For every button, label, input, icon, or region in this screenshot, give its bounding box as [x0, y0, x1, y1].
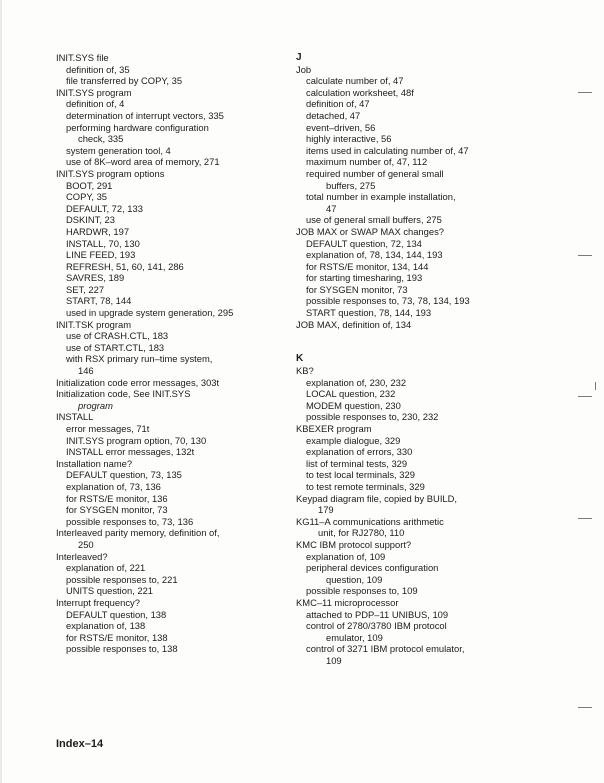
entry-text: INSTALL	[56, 411, 94, 423]
entry-text: example dialogue, 329	[306, 434, 401, 446]
index-entry	[56, 330, 292, 342]
index-entry	[296, 238, 532, 250]
entry-text: LINE FEED, 193	[66, 249, 136, 261]
index-entry	[56, 458, 292, 470]
index-entry	[56, 527, 292, 539]
entry-text: detached, 47	[306, 109, 361, 121]
index-entry	[296, 98, 532, 110]
entry-text: event–driven, 56	[306, 121, 376, 133]
index-entry	[296, 145, 532, 157]
index-entry	[56, 504, 292, 516]
index-column-left	[56, 52, 292, 655]
index-entry	[296, 562, 532, 574]
index-entry	[296, 272, 532, 284]
index-entry	[56, 249, 292, 261]
entry-text: SAVRES, 189	[66, 272, 125, 284]
index-entry	[296, 75, 532, 87]
index-entry	[296, 133, 532, 145]
index-entry	[296, 516, 532, 528]
entry-text: list of terminal tests, 329	[306, 457, 408, 469]
index-entry	[296, 504, 532, 516]
entry-text: Interrupt frequency?	[56, 596, 140, 608]
entry-text: DEFAULT, 72, 133	[66, 202, 143, 214]
entry-text: calculation worksheet, 48f	[306, 86, 414, 98]
index-entry	[56, 295, 292, 307]
entry-text: possible responses to, 230, 232	[306, 411, 439, 423]
index-entry	[56, 87, 292, 99]
entry-text: use of START.CTL, 183	[66, 341, 165, 353]
index-entry	[56, 516, 292, 528]
entry-text: COPY, 35	[66, 191, 107, 203]
index-entry	[56, 411, 292, 423]
entry-text: INSTALL error messages, 132t	[66, 446, 195, 458]
index-column-right	[296, 52, 532, 666]
index-letter-heading	[296, 353, 532, 365]
entry-text: HARDWR, 197	[66, 225, 130, 237]
index-entry	[56, 493, 292, 505]
index-entry	[296, 377, 532, 389]
entry-text: INSTALL, 70, 130	[66, 237, 140, 249]
entry-text: DEFAULT question, 72, 134	[306, 237, 422, 249]
entry-text: BOOT, 291	[66, 179, 113, 191]
entry-text: possible responses to, 73, 78, 134, 193	[306, 295, 470, 307]
entry-text: buffers, 275	[326, 179, 376, 191]
entry-text: with RSX primary run–time system,	[66, 353, 213, 365]
margin-mark	[578, 707, 592, 708]
index-entry	[296, 435, 532, 447]
index-entry	[296, 365, 532, 377]
margin-mark	[595, 382, 596, 390]
index-entry	[56, 226, 292, 238]
entry-text: used in upgrade system generation, 295	[66, 307, 234, 319]
index-entry	[296, 214, 532, 226]
index-entry	[296, 527, 532, 539]
entry-text: required number of general small	[306, 167, 444, 179]
entry-text: KMC IBM protocol support?	[296, 538, 412, 550]
entry-text: JOB MAX or SWAP MAX changes?	[296, 225, 444, 237]
index-entry	[56, 481, 292, 493]
index-entry	[296, 551, 532, 563]
index-entry	[296, 191, 532, 203]
margin-mark	[578, 396, 592, 397]
entry-text: control of 3271 IBM protocol emulator,	[306, 643, 465, 655]
index-entry	[296, 620, 532, 632]
entry-text: SET, 227	[66, 283, 105, 295]
index-entry	[56, 365, 292, 377]
entry-text: control of 2780/3780 IBM protocol	[306, 620, 447, 632]
entry-text: INIT.SYS program option, 70, 130	[66, 434, 207, 446]
entry-text: system generation tool, 4	[66, 144, 171, 156]
index-letter-heading	[296, 52, 532, 64]
index-entry	[56, 238, 292, 250]
entry-text: explanation of, 73, 136	[66, 480, 161, 492]
index-entry	[56, 110, 292, 122]
entry-text: use of general small buffers, 275	[306, 214, 442, 226]
entry-text: performing hardware configuration	[66, 121, 209, 133]
entry-text: total number in example installation,	[306, 191, 456, 203]
entry-text: 109	[326, 654, 342, 666]
index-entry	[56, 632, 292, 644]
margin-mark	[578, 518, 592, 519]
index-entry	[296, 64, 532, 76]
entry-text: for RSTS/E monitor, 136	[66, 492, 168, 504]
spacer	[296, 330, 532, 342]
entry-text: Initialization code, See INIT.SYS	[56, 388, 191, 400]
index-entry	[56, 98, 292, 110]
entry-text: possible responses to, 109	[306, 585, 418, 597]
entry-text: for RSTS/E monitor, 134, 144	[306, 260, 429, 272]
entry-text: peripheral devices configuration	[306, 562, 439, 574]
entry-text: K	[296, 353, 304, 365]
entry-text: MODEM question, 230	[306, 399, 401, 411]
index-entry	[56, 562, 292, 574]
entry-text: Installation name?	[56, 457, 133, 469]
index-entry	[56, 551, 292, 563]
index-entry	[56, 203, 292, 215]
margin-mark	[578, 255, 592, 256]
entry-text: INIT.SYS file	[56, 52, 109, 63]
entry-text: for SYSGEN monitor, 73	[306, 283, 408, 295]
index-entry	[296, 574, 532, 586]
index-entry	[56, 214, 292, 226]
index-entry	[56, 261, 292, 273]
entry-text: use of 8K–word area of memory, 271	[66, 156, 220, 168]
entry-text: INIT.TSK program	[56, 318, 132, 330]
index-entry	[56, 388, 292, 400]
entry-text: question, 109	[326, 573, 383, 585]
index-entry	[296, 156, 532, 168]
index-entry	[56, 180, 292, 192]
entry-text: file transferred by COPY, 35	[66, 75, 183, 87]
entry-text: determination of interrupt vectors, 335	[66, 109, 224, 121]
index-entry	[56, 156, 292, 168]
index-entry	[296, 539, 532, 551]
entry-text: INIT.SYS program options	[56, 167, 165, 179]
index-entry	[296, 643, 532, 655]
entry-text: explanation of errors, 330	[306, 446, 413, 458]
index-entry	[56, 168, 292, 180]
index-entry	[296, 423, 532, 435]
index-entry	[296, 284, 532, 296]
index-entry	[56, 342, 292, 354]
index-entry	[296, 261, 532, 273]
entry-text: DEFAULT question, 73, 135	[66, 469, 182, 481]
entry-text: 179	[318, 504, 334, 516]
index-entry	[296, 655, 532, 667]
index-entry	[296, 168, 532, 180]
index-entry	[56, 620, 292, 632]
index-entry	[296, 122, 532, 134]
entry-text: definition of, 47	[306, 98, 370, 110]
entry-text: 146	[78, 365, 94, 377]
index-entry	[56, 643, 292, 655]
entry-text: for starting timesharing, 193	[306, 272, 423, 284]
entry-text: calculate number of, 47	[306, 75, 404, 87]
entry-text: DSKINT, 23	[66, 214, 115, 226]
entry-text: Job	[296, 63, 312, 75]
entry-text: for RSTS/E monitor, 138	[66, 631, 168, 643]
entry-text: LOCAL question, 232	[306, 388, 396, 400]
entry-text: KMC–11 microprocessor	[296, 596, 399, 608]
index-entry	[296, 597, 532, 609]
index-entry	[56, 133, 292, 145]
index-entry	[56, 64, 292, 76]
entry-text: to test remote terminals, 329	[306, 480, 425, 492]
entry-text: explanation of, 78, 134, 144, 193	[306, 249, 443, 261]
index-entry	[56, 423, 292, 435]
entry-text: unit, for RJ2780, 110	[318, 527, 405, 539]
entry-text: KG11–A communications arithmetic	[296, 515, 444, 527]
page-footer: Index–14	[56, 738, 104, 750]
entry-text: explanation of, 109	[306, 550, 386, 562]
index-entry	[56, 377, 292, 389]
index-entry	[56, 122, 292, 134]
entry-text: definition of, 35	[66, 63, 130, 75]
entry-text: KBEXER program	[296, 423, 372, 434]
index-entry	[296, 295, 532, 307]
entry-text: maximum number of, 47, 112	[306, 156, 428, 168]
index-entry	[56, 609, 292, 621]
entry-text: Initialization code error messages, 303t	[56, 376, 220, 388]
entry-text: REFRESH, 51, 60, 141, 286	[66, 260, 184, 272]
index-entry	[56, 400, 292, 412]
index-entry	[296, 400, 532, 412]
index-entry	[296, 411, 532, 423]
index-entry	[296, 226, 532, 238]
index-entry	[296, 87, 532, 99]
entry-text: error messages, 71t	[66, 423, 150, 434]
entry-text: Keypad diagram file, copied by BUILD,	[296, 492, 458, 504]
index-entry	[296, 319, 532, 331]
index-entry	[56, 585, 292, 597]
index-entry	[56, 446, 292, 458]
entry-text: possible responses to, 138	[66, 643, 178, 655]
index-entry	[296, 180, 532, 192]
index-entry	[56, 272, 292, 284]
entry-text: explanation of, 230, 232	[306, 376, 407, 388]
entry-text: J	[296, 52, 302, 63]
index-entry	[56, 145, 292, 157]
entry-text: highly interactive, 56	[306, 133, 392, 145]
index-entry	[296, 469, 532, 481]
entry-text: program	[78, 399, 113, 411]
index-entry	[56, 539, 292, 551]
entry-text: possible responses to, 221	[66, 573, 178, 585]
entry-text: 250	[78, 538, 94, 550]
entry-text: 47	[326, 202, 337, 214]
entry-text: possible responses to, 73, 136	[66, 515, 194, 527]
index-entry	[56, 353, 292, 365]
index-entry	[296, 110, 532, 122]
index-entry	[56, 75, 292, 87]
index-entry	[296, 481, 532, 493]
entry-text: INIT.SYS program	[56, 86, 132, 98]
entry-text: attached to PDP–11 UNIBUS, 109	[306, 608, 449, 620]
index-entry	[296, 388, 532, 400]
entry-text: JOB MAX, definition of, 134	[296, 318, 412, 330]
entry-text: UNITS question, 221	[66, 585, 154, 597]
entry-text: emulator, 109	[326, 631, 383, 643]
scan-edge	[0, 0, 2, 783]
index-entry	[296, 203, 532, 215]
entry-text: explanation of, 221	[66, 562, 146, 574]
index-entry	[56, 574, 292, 586]
index-entry	[296, 632, 532, 644]
entry-text: Interleaved?	[56, 550, 108, 562]
index-entry	[56, 307, 292, 319]
index-entry	[56, 284, 292, 296]
index-entry	[56, 52, 292, 64]
index-entry	[296, 307, 532, 319]
index-entry	[56, 469, 292, 481]
index-entry	[56, 597, 292, 609]
entry-text: for SYSGEN monitor, 73	[66, 504, 168, 516]
index-entry	[296, 585, 532, 597]
index-entry	[296, 458, 532, 470]
entry-text: KB?	[296, 365, 314, 377]
entry-text: Interleaved parity memory, definition of,	[56, 527, 220, 539]
index-entry	[296, 609, 532, 621]
index-entry	[56, 319, 292, 331]
entry-text: explanation of, 138	[66, 620, 146, 632]
entry-text: use of CRASH.CTL, 183	[66, 330, 169, 342]
index-entry	[296, 249, 532, 261]
entry-text: check, 335	[78, 133, 124, 145]
entry-text: START, 78, 144	[66, 295, 132, 307]
index-entry	[296, 446, 532, 458]
entry-text: definition of, 4	[66, 98, 125, 110]
spacer	[296, 342, 532, 354]
entry-text: START question, 78, 144, 193	[306, 307, 432, 319]
index-entry	[56, 435, 292, 447]
margin-mark	[578, 92, 592, 93]
entry-text: items used in calculating number of, 47	[306, 144, 469, 156]
index-entry	[56, 191, 292, 203]
entry-text: DEFAULT question, 138	[66, 608, 167, 620]
index-entry	[296, 493, 532, 505]
entry-text: to test local terminals, 329	[306, 469, 415, 481]
